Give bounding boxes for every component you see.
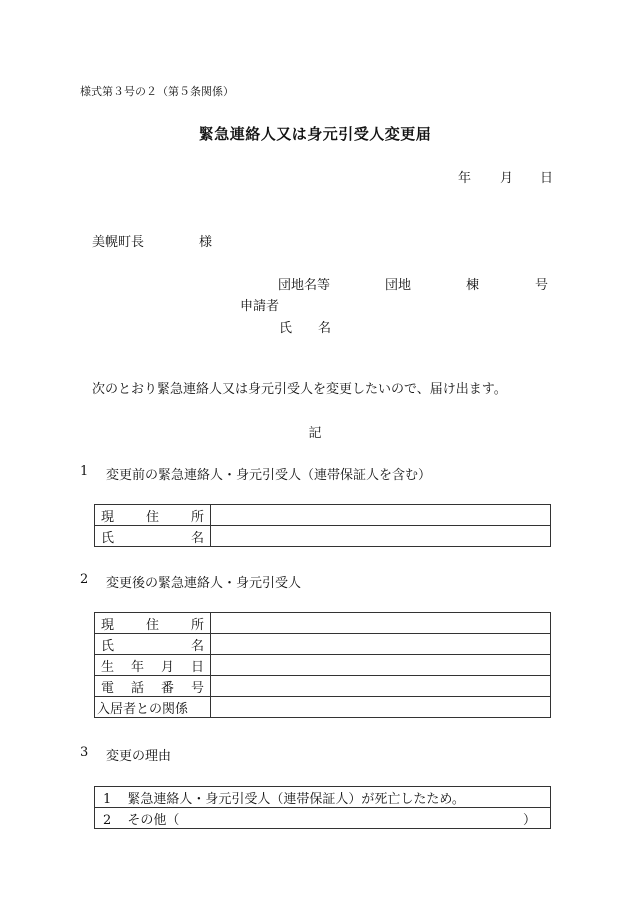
label-char: 名: [190, 530, 204, 546]
date-day-label: 日: [540, 171, 554, 186]
reason-text: 緊急連絡人・身元引受人（連帯保証人）が死亡したため。: [127, 791, 465, 807]
table-row: [95, 505, 551, 526]
section1-table: [94, 504, 551, 547]
reason-number: 1: [103, 791, 112, 807]
field-label: [95, 697, 211, 718]
unit-number-label: 号: [535, 278, 549, 293]
section2-table: [94, 612, 551, 718]
document-title: 緊急連絡人又は身元引受人変更届: [198, 125, 432, 143]
old-name-field[interactable]: [211, 526, 551, 547]
label-char: 所: [190, 617, 204, 633]
table-row: [95, 676, 551, 697]
label-char: 年: [130, 659, 144, 675]
label-char: 氏: [101, 638, 115, 654]
label-char: 住: [145, 509, 159, 525]
table-row: [95, 655, 551, 676]
addressee-name: 美幌町長: [92, 235, 145, 250]
reason-option-2[interactable]: [95, 808, 551, 829]
date-month-label: 月: [500, 171, 514, 186]
label-char: 名: [190, 638, 204, 654]
label-char: 住: [145, 617, 159, 633]
label-char: 話: [130, 680, 144, 696]
complex-name-label: 団地名等: [278, 278, 331, 293]
ki-heading: 記: [308, 426, 322, 441]
label-char: 所: [190, 509, 204, 525]
complex-label: 団地: [385, 278, 412, 293]
field-label: [95, 655, 211, 676]
reason-text: その他（: [127, 812, 180, 828]
label-text: 入居者との関係: [97, 701, 189, 717]
building-label: 棟: [466, 278, 480, 293]
new-name-field[interactable]: [211, 634, 551, 655]
birthdate-field[interactable]: [211, 655, 551, 676]
field-label: [95, 526, 211, 547]
reason-option-1[interactable]: [95, 787, 551, 808]
section3-number: 3: [80, 745, 89, 760]
field-label: [95, 634, 211, 655]
section2-heading: 変更後の緊急連絡人・身元引受人: [106, 576, 302, 591]
phone-field[interactable]: [211, 676, 551, 697]
label-char: 月: [160, 659, 174, 675]
field-label: [95, 676, 211, 697]
label-char: 現: [101, 617, 115, 633]
label-char: 現: [101, 509, 115, 525]
addressee-honorific: 様: [199, 235, 213, 250]
reason-close-paren: ）: [522, 812, 536, 828]
table-row: [95, 613, 551, 634]
section3-table: [94, 786, 551, 829]
label-char: 日: [190, 659, 204, 675]
relationship-field[interactable]: [211, 697, 551, 718]
section1-heading: 変更前の緊急連絡人・身元引受人（連帯保証人を含む）: [106, 468, 432, 483]
applicant-name-label-1: 氏: [279, 321, 293, 336]
table-row: [95, 697, 551, 718]
label-char: 氏: [101, 530, 115, 546]
label-char: 生: [101, 659, 115, 675]
section3-heading: 変更の理由: [106, 749, 172, 764]
label-char: 電: [101, 680, 115, 696]
table-row: [95, 787, 551, 808]
section2-number: 2: [80, 572, 89, 587]
field-label: [95, 613, 211, 634]
table-row: [95, 634, 551, 655]
table-row: [95, 526, 551, 547]
body-text: 次のとおり緊急連絡人又は身元引受人を変更したいので、届け出ます。: [92, 382, 507, 397]
label-char: 号: [190, 680, 204, 696]
form-number: 様式第３号の２（第５条関係）: [80, 85, 234, 98]
table-row: [95, 808, 551, 829]
applicant-name-label-2: 名: [318, 321, 332, 336]
date-year-label: 年: [458, 171, 472, 186]
applicant-label: 申請者: [240, 299, 280, 314]
new-address-field[interactable]: [211, 613, 551, 634]
old-address-field[interactable]: [211, 505, 551, 526]
field-label: [95, 505, 211, 526]
reason-number: 2: [103, 812, 112, 828]
label-char: 番: [160, 680, 174, 696]
section1-number: 1: [80, 464, 89, 479]
